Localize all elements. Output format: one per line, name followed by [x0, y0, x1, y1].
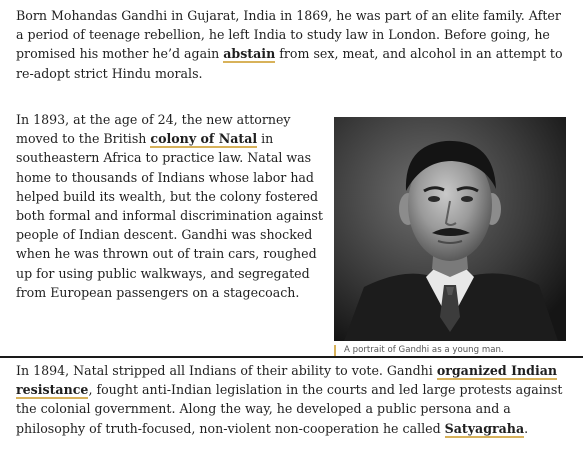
satyagraha-link[interactable]: Satyagraha: [444, 420, 525, 436]
paragraph-text: In 1893, at the age of 24, the new attorney moved to the British: [16, 112, 291, 147]
colony-of-natal-link[interactable]: colony of Natal: [150, 131, 258, 147]
gandhi-portrait-photo: [334, 117, 566, 341]
photo-caption: A portrait of Gandhi as a young man.: [334, 345, 583, 356]
paragraph-text: In 1894, Natal stripped all Indians of their ability to vote. Gandhi: [16, 363, 437, 378]
abstain-link[interactable]: abstain: [223, 46, 276, 62]
paragraph-text: , fought anti-Indian legislation in the courts and led large protests against the colonial government. Along the way, he developed a public persona and a philosophy of truth-focused, non-violent non-cooperation he called: [16, 382, 563, 436]
section-divider: [0, 356, 583, 358]
paragraph-text: in southeastern Africa to practice law. Natal was home to thousands of Indians whose labor had helped build its wealth, but the colony fostered both formal and informal discrimination against people of Indian descent. Gandhi was shocked when he was thrown out of train cars, roughed up for using public walkways, and segregated from European passengers on a stagecoach.: [16, 131, 323, 300]
portrait-illustration: [334, 117, 566, 341]
paragraph-resistance: [16, 361, 572, 438]
paragraph-natal: [16, 110, 334, 302]
organized-indian-resistance-link[interactable]: organized Indian resistance: [16, 363, 558, 398]
paragraph-text: from sex, meat, and alcohol in an attempt to re-adopt strict Hindu morals.: [16, 46, 563, 81]
paragraph-text: Born Mohandas Gandhi in Gujarat, India in 1869, he was part of an elite family. After a period of teenage rebellion, he left India to study law in London. Before going, he promised his mother he’d again: [16, 8, 561, 62]
paragraph-text: .: [524, 420, 529, 436]
paragraph-early-life: [16, 6, 572, 83]
